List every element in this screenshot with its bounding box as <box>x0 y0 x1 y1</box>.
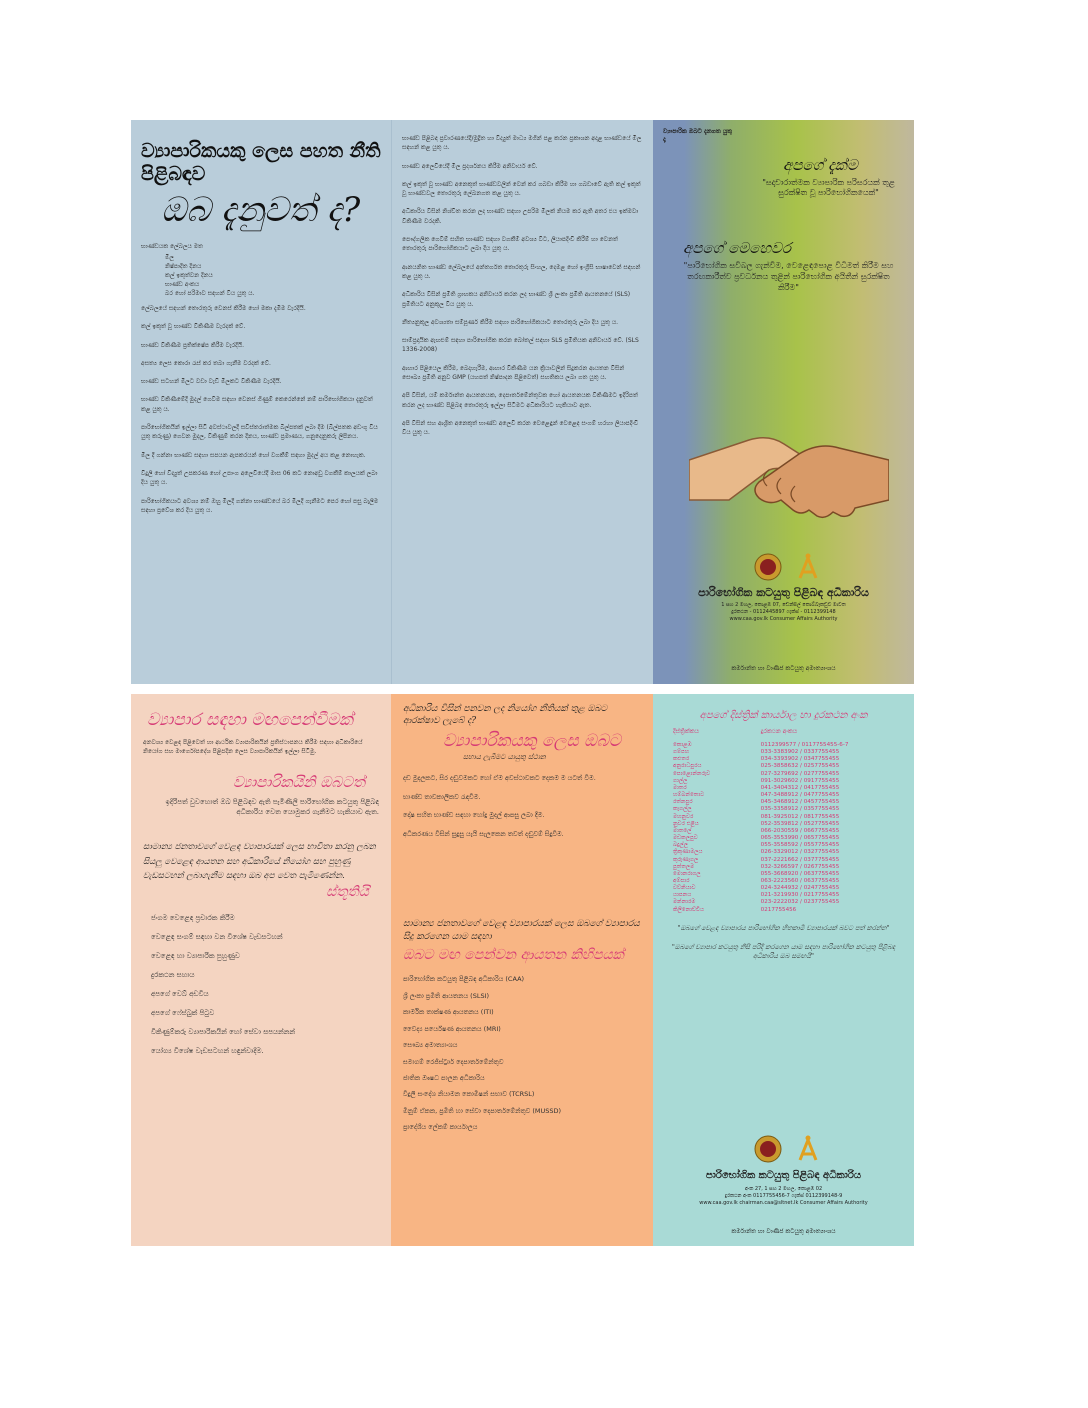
district-phone: 063-2223560 / 0637755455 <box>760 877 840 884</box>
mission-text: "පාරිභෝගික සවිබල ගැන්වීම, වෙළෙඳපොළ විධිමත් කිරීම සහ තරඟකාරීත්ව ප්‍රවර්ධනය තුළින් පාරිභෝගික අයිතීන් සුරක්ෂිත කිරීම" <box>683 261 894 292</box>
institution-item: සෞඛ්‍ය අමාත්‍යාංශය <box>403 1041 458 1050</box>
district-phone: 055-3668920 / 0637755455 <box>760 870 840 877</box>
district-name: නුවර එළිය <box>673 820 699 827</box>
district-name: වව්නියාව <box>673 885 696 892</box>
traders-heading: ව්‍යාපාරිකයිනි ඔබටත් <box>233 772 366 791</box>
district-name: පුත්තලම <box>673 863 695 870</box>
table-row <box>665 814 902 821</box>
law-paragraph: ලේබලයේ සඳහන් තොරතුරු වෙනස් කිරීම හෝ මකා දැමීම වැරදියි. <box>141 304 306 312</box>
table-row <box>665 806 902 813</box>
org-phone: දුරකථන අංක 0117755456-7 ෆැක්ස් 0112399148-9 <box>724 1193 843 1199</box>
list-item: විකිණුම්කරු ව්‍යාපාරිකයින් හෝ සේවා සපයන්නන් <box>151 1028 296 1037</box>
government-emblem-and-logo <box>748 1134 828 1164</box>
laws-question-title: ඔබ දැනුවත් ද? <box>161 189 361 230</box>
district-name: කොළඹ <box>673 742 692 748</box>
laws-continued-panel <box>391 120 653 684</box>
law-paragraph: අසත්‍ය ලෙස කොරා රැස් කර තබා ගැනීම වරදක් වේ. <box>141 359 271 367</box>
district-phone: 081-3925012 / 0817755455 <box>760 813 840 820</box>
list-item: ජංගම වෙළෙඳ ප්‍රචාරක කිරීම <box>151 913 235 922</box>
list-item: යෝග්‍ය විශේෂ වැඩසටහන් හඳුන්වාදීම. <box>151 1047 264 1056</box>
district-name: කිලිනොච්චිය <box>673 906 705 913</box>
org-web: www.caa.gov.lk Consumer Affairs Authority <box>729 616 838 622</box>
law-paragraph: භාණ්ඩ විකිණීමේදී මුදල් ගෙවීම සඳහා වෙනස් ගිණුම් කෙරෙන්නේ නම් පාරිභෝගිකයා දැනුවත් කළ යුතු ය. <box>141 396 373 413</box>
list-item: භාණ්ඩ අංකය <box>165 280 200 288</box>
penalties-panel <box>391 694 653 1246</box>
org-contact-block <box>653 1186 914 1207</box>
district-phone: 045-3468912 / 0457755455 <box>760 799 840 806</box>
law-paragraph: කල් ඉකුත් වූ භාණ්ඩ අනෙකුත් භාණ්ඩවලින් වෙන් කර ගබඩා කිරීම හා ගබඩාවේ ඇති කල් ඉකුත් වූ භාණ්ඩවල තොරතුරු ලේඛනගත කළ යුතු ය. <box>402 180 641 198</box>
district-phone: 023-2222032 / 0237755455 <box>760 899 840 906</box>
law-paragraph: මිල දී ගන්නා භාණ්ඩ සඳහා සපයන ඇපකරයන් හෝ වගකීම් සඳහා මුදල් අය කළ නොහැක. <box>141 451 366 459</box>
penalty-item: භාණ්ඩ තාවකාලිකව රැඳවීම. <box>403 792 481 801</box>
institution-item: විදුලි සංදේශ නියාමන කොමිෂන් සභාව (TCRSL) <box>403 1090 535 1099</box>
government-emblem-and-logo <box>748 552 828 582</box>
column-header-district: දිස්ත්‍රික්කය <box>673 728 699 735</box>
table-row <box>665 828 902 835</box>
table-row <box>665 849 902 856</box>
label-requirements-list <box>165 253 381 298</box>
district-phone: 052-3539812 / 0527755455 <box>760 820 840 827</box>
penalty-item: අධිකරණය විසින් සුදුසු යැයි සැලකෙන තවත් දඬුවම් සිදුවීම. <box>403 829 564 838</box>
table-row <box>665 749 902 756</box>
org-address: අංක 27, 1 සහ 2 මහල, කොළඹ 02 <box>744 1186 823 1192</box>
list-item: බර හෝ පරිමාව සඳහන් විය යුතු ය. <box>165 289 255 297</box>
table-row <box>665 742 902 749</box>
law-paragraph: භාණ්ඩ අලෙවියේදී මිල ප්‍රදර්ශනය කිරීම අනිවාර්ය වේ. <box>402 162 538 170</box>
penalties-script-title: ව්‍යාපාරිකයකු ලෙස ඔබට <box>443 731 622 752</box>
district-phone: 035-3358912 / 0357755455 <box>760 806 840 813</box>
ministry-name: කර්මාන්ත හා වාණිජ කටයුතු අමාත්‍යාංශය <box>731 665 836 672</box>
table-row <box>665 885 902 892</box>
institution-item: කාර්මික තාක්ෂණ ආයතනය (ITI) <box>403 1008 494 1017</box>
list-item: වෙළෙඳ සංගම් සඳහා වන විශේෂ වැඩසටහන් <box>151 932 283 941</box>
district-phone: 026-3329012 / 0327755455 <box>760 849 840 856</box>
cover-small-heading: ව්‍යාපාරික ඔබට දැනගත යුතු දෑ <box>663 128 733 143</box>
district-name: කළුතර <box>673 756 690 763</box>
law-paragraph: අපි විසින්, යම් කර්මාන්ත ආයතනයක, දෙපාර්තමේන්තුවක හෝ ආයතනයක විකිණීමට ඉදිරිපත් කරන ලද භාණ්ඩ පිළිබඳ තොරතුරු ඉල්ලා සිටීමට අධිකාරියට හැකියාව ඇත. <box>402 392 638 409</box>
district-phone: 0112399577 / 0117755455-6-7 <box>760 742 849 748</box>
org-web: www.caa.gov.lk chairman.caa@sltnet.lk Consumer Affairs Authority <box>699 1200 868 1206</box>
table-header-row <box>665 727 902 742</box>
table-row <box>665 821 902 828</box>
guidance-panel <box>131 694 391 1246</box>
district-phone: 021-3219930 / 0217755455 <box>760 892 840 899</box>
list-item: නිෂ්පාදිත දිනය <box>165 262 202 270</box>
institution-item: සමාගම් රෙජිස්ට්‍රාර් දෙපාර්තමේන්තුව <box>403 1057 504 1066</box>
law-paragraph: භාණ්ඩ පිළිබඳ ප්‍රචාරණයේදී/මුද්‍රිත හා විද්‍යුත් මාධ්‍ය මගින් පළ කරන ප්‍රකාශන අදාළ භාණ්ඩයේ මිල සඳහන් කළ යුතු ය. <box>402 135 642 152</box>
institution-item: ජාතික ඖෂධ පාලන අධිකාරිය <box>403 1073 485 1082</box>
district-name: මොනරාගල <box>673 870 701 877</box>
column-header-phone: දුරකථන අංකය <box>760 728 798 735</box>
district-name: මන්නාරම <box>673 899 696 906</box>
table-row <box>665 799 902 806</box>
law-paragraph: භාණ්ඩ සටහන් මිලට වඩා වැඩි මිලකට විකිණීම වැරදියි. <box>141 378 282 386</box>
law-paragraph: අධිකාරිය විසින් ප්‍රමිති ග්‍රාහකය අනිවාර්ය කරන ලද භාණ්ඩ ශ්‍රී ලංකා ප්‍රමිති ආයතනයේ (SLS) ප්‍රමිතියට අනුකූල විය යුතු ය. <box>402 291 631 308</box>
penalties-subtitle: සහාය ලැබීමට යායුතු ස්ථාන <box>463 753 546 762</box>
district-phone: 037-2221662 / 0377755455 <box>760 856 840 863</box>
institutions-title: ඔබට මඟ පෙන්වන ආයතන කිහිපයක් <box>403 947 624 964</box>
district-phone: 024-3244932 / 0247755455 <box>760 885 840 892</box>
cover-panel <box>653 120 914 684</box>
district-phone: 0217755456 <box>760 906 797 913</box>
law-paragraph: නීත්‍යනුකූල අවශ්‍යතා සම්පූර්ණ කිරීම සඳහා පාරිභෝගිකයාට තොරතුරු ලබා දිය යුතු ය. <box>402 318 619 326</box>
table-row <box>665 835 902 842</box>
vision-title: අපගේ දැක්ම <box>783 155 858 174</box>
law-paragraph: පාරිභෝගිකයාට අවශ්‍ය නම් ඔහු මිලදී ගන්නා භාණ්ඩයේ බර මිලදී ගැනීමට පෙර හෝ පසු බැලීම සඳහා ප්‍රවේශ කර දිය යුතු ය. <box>141 497 379 514</box>
district-name: ගාල්ල <box>673 777 688 784</box>
table-row <box>665 878 902 885</box>
table-row <box>665 907 902 914</box>
penalties-question: අධිකාරිය විසින් පනවන ලද නියෝග නීතියක් තුළ ඔබට ආරක්ෂාව ලැබේ ද? <box>403 704 608 726</box>
institution-item: වෛද්‍ය පර්යේෂණ ආයතනය (MRI) <box>403 1024 501 1033</box>
table-row <box>665 899 902 906</box>
district-name: පොළොන්නරුව <box>673 770 711 777</box>
institution-item: ශ්‍රී ලංකා ප්‍රමිති ආයතනය (SLSI) <box>403 991 490 1000</box>
law-paragraph: කල් ඉකුත් වූ භාණ්ඩ විකිණීම වැරදක් වේ. <box>141 323 246 331</box>
list-item: දුරකථන සහාය <box>151 970 195 979</box>
law-paragraph: සාම්ප්‍රදායික ඇඟළුම් සඳහා පාරිභෝගික කරන බෝතල් සඳහා SLS ප්‍රමිතියක අනිවාර්ය වේ. (SLS 1336-2008) <box>402 337 639 354</box>
list-item: වෙළෙඳ හා ව්‍යාපාරික පුහුණුව <box>151 951 240 960</box>
district-name: මහනුවර <box>673 813 694 820</box>
district-phone: 025-3858632 / 0257755455 <box>760 763 840 770</box>
laws-title: ව්‍යාපාරිකයකු ලෙස පහත නීති පිළිබඳව <box>141 140 381 185</box>
law-paragraph: පාරිභෝගිකයින් ඉල්ලා සිටි අවස්ථාවලදී සවිස්තරාත්මක බිල්පතක් ලබා දීම (බිල්පතක අඩංගු විය යුතු කරුණු) ගෙවන මුදල, විකිණුම් කරන දිනය, භාණ්ඩ ප්‍රමාණය, ගනුදෙනුකරු ලිපිනය. <box>141 424 378 441</box>
institution-item: ප්‍රාදේශීය ලේකම් කාර්යාලය <box>403 1123 478 1132</box>
district-name: යාපනය <box>673 892 692 899</box>
leaflet-back-sheet <box>131 694 914 1246</box>
district-name: ගම්පහ <box>673 749 690 756</box>
thanks-text: ස්තූතියි <box>326 883 369 900</box>
mission-title: අපගේ මෙහෙවර <box>683 239 791 258</box>
district-name: ත්‍රිකුණාමලය <box>673 849 703 856</box>
org-phone: දුරකථන - 0112445897 ෆැක්ස් - 0112399148 <box>731 609 836 615</box>
district-phone: 047-3488912 / 0477755455 <box>760 792 840 799</box>
district-name: මාතර <box>673 784 687 791</box>
law-paragraph: පෞද්ගලික ගෙවීම් සහිත භාණ්ඩ සඳහා වගකීම් අවශ්‍ය විට, ලියාපදිංචි කිරීම් හා වෙනත් තොරතුරු පාරිභෝගිකයාට ලබා දිය යුතු ය. <box>402 236 618 253</box>
ministry-name: කර්මාන්ත හා වාණිජ කටයුතු අමාත්‍යාංශය <box>731 1228 836 1235</box>
district-name: කෑගල්ල <box>673 806 692 813</box>
vision-text: "සදාචාරාත්මක ව්‍යාපාරික පරිසරයක් තුළ සුරක්ෂිත වූ පාරිභෝගිකයෙක්" <box>762 177 895 198</box>
org-name: පාරිභෝගික කටයුතු පිළිබඳ අධිකාරිය <box>698 586 869 599</box>
guidance-title: ව්‍යාපාර සඳහා මඟපෙන්වීමක් <box>147 710 353 730</box>
list-item: අපගේ වෙබ් අඩවිය <box>151 989 209 998</box>
district-offices-table <box>665 727 902 914</box>
law-paragraph: විදුලි හෝ විද්‍යුත් උපකරණ හෝ උපාංග අලෙවියේදී මාස 06 කට නොඅඩු වගකීම් කාලයක් ලබා දිය යුතු ය. <box>141 469 378 487</box>
services-list <box>143 914 379 1057</box>
offices-table-body <box>665 742 902 914</box>
district-offices-panel <box>653 694 914 1246</box>
district-name: මඩකලපුව <box>673 835 698 842</box>
law-paragraph: අපි විසින් සහ ආශ්‍රිත අනෙකුත් භාණ්ඩ අලෙවි කරන වෙළෙඳුන් වෙළෙඳ සංගම් හරහා ලියාපදිංචි විය යුතු ය. <box>402 419 639 437</box>
district-phone: 066-2030559 / 0667755455 <box>760 827 840 834</box>
slogan-1: "ඔබගේ වෙළඳ ව්‍යාපාරය පාරිභෝගික හිතකාමී ව්‍යාපාරයක් බවට පත් කරන්න" <box>677 923 890 932</box>
list-item: අපගේ ෆේස්බුක් පිටුව <box>151 1009 215 1018</box>
offices-title: අපගේ දිස්ත්‍රික් කාර්යාල හා දුරකථන අංක <box>699 710 868 721</box>
support-paragraph: සාමාන්‍ය ජනතාවගේ වෙළඳ ව්‍යාපාරයක් ලෙස භාවිතා කරනු ලබන සියලු වෙළෙඳ ආයතන සහ අධිකාරියේ නියෝග සහ පුහුණු වැඩසටහන් ලබාගැනීම සඳහා ඔබ අප වෙත පැමිණෙන්න. <box>143 842 376 882</box>
label-list-heading: භාණ්ඩයක ලේබලය මත <box>141 242 203 250</box>
law-paragraph: ආහාර පිළියෙල කිරීම, බෙදාහැරීම, ආහාර විකිණීම යන ක්‍රියාවලීන් සිදුකරන ආයතන විසින් සෞඛ්‍ය ප්‍රමිති අනුව GMP (යහපත් නිෂ්පාදන පිළිවෙත්) සහතිකය ලබා ගත යුතු ය. <box>402 364 625 382</box>
law-paragraph: භාණ්ඩ විකිණීම ප්‍රතික්ෂේප කිරීම වැරදියි. <box>141 341 245 349</box>
table-row <box>665 871 902 878</box>
district-name: අනුරාධපුරය <box>673 763 702 770</box>
district-phone: 034-3393902 / 0347755455 <box>760 756 840 763</box>
table-row <box>665 778 902 785</box>
district-phone: 091-3029602 / 0917755455 <box>760 777 840 784</box>
district-name: අම්පාර <box>673 877 690 884</box>
org-name: පාරිභෝගික කටයුතු පිළිබඳ අධිකාරිය <box>705 1170 862 1181</box>
district-phone: 065-3553990 / 0657755455 <box>760 835 840 842</box>
leaflet-front-sheet <box>131 120 914 684</box>
district-name: මාතලේ <box>673 827 692 834</box>
table-row <box>665 763 902 770</box>
law-paragraph: ආනයනිත භාණ්ඩ ලේබලයේ අන්තර්ගත තොරතුරු සිංහල, දෙමළ හෝ ඉංග්‍රීසි භාෂාවෙන් සඳහන් කළ යුතු ය. <box>402 263 641 280</box>
org-contact-block <box>653 602 914 623</box>
institution-item: මිනුම් ඒකක, ප්‍රමිති හා සේවා දෙපාර්තමේන්තුව (MUSSD) <box>403 1106 562 1115</box>
district-phone: 041-3404312 / 0417755455 <box>760 784 840 791</box>
table-row <box>665 857 902 864</box>
law-paragraph: අධිකාරිය විසින් නිශ්චිත කරන ලද භාණ්ඩ සඳහා උපරිම මිලක් නියම කර ඇති අතර එය ඉක්මවා විකිණීම වරදකි. <box>402 208 639 225</box>
district-name: රත්නපුර <box>673 799 693 806</box>
district-phone: 027-3279692 / 0277755455 <box>760 770 840 777</box>
traders-text: ඉදිරිපත් වුවහොත් ඔබ පිළිබඳව ඇති පැමිණිලි පාරිභෝගික කටයුතු පිළිබඳ අධිකාරිය වෙත යොමුකර ගැනීමට හැකියාව ඇත. <box>165 797 379 817</box>
penalty-item: දෝෂ සහිත භාණ්ඩ සඳහා හෝදු මුදල් ආපසු ලබා දීම. <box>403 811 545 820</box>
list-item: මිල <box>165 253 174 261</box>
district-name: බදුල්ල <box>673 842 689 849</box>
table-row <box>665 792 902 799</box>
laws-panel <box>131 120 391 684</box>
handshake-illustration <box>689 420 889 540</box>
guidance-intro: අනවශ්‍ය වෙළඳ පිළිවෙත් හා ආර්ථික ව්‍යාපාරිකයින් ප්‍රතිස්ථාපනය කිරීම සඳහා අධිකාරියේ නියෝග සහ මාර්ගෝපදේශ පිළිපදින ලෙස ව්‍යාපාරිකයින් ඉල්ලා සිටිමු. <box>143 739 363 756</box>
table-row <box>665 771 902 778</box>
district-name: කුරුණෑගල <box>673 856 699 863</box>
institution-item: පාරිභෝගික කටයුතු පිළිබඳ අධිකාරිය (CAA) <box>403 975 525 984</box>
institutions-intro: සාමාන්‍ය ජනතාවගේ වෙළඳ ව්‍යාපාරයක් ලෙස ඔබගේ ව්‍යාපාරය සිදු කරගෙන යාම සඳහා <box>403 919 640 942</box>
list-item: කල් ඉකුත්වන දිනය <box>165 271 213 279</box>
district-phone: 032-3266597 / 0267755455 <box>760 863 840 870</box>
district-phone: 033-3383902 / 0337755455 <box>760 749 840 756</box>
slogan-2: "ඔබගේ ව්‍යාපාර කටයුතු නිසි පරිදි කරගෙන යාම සඳහා පාරිභෝගික කටයුතු පිළිබඳ අධිකාරිය ඔබ සමඟයි" <box>671 942 896 960</box>
table-row <box>665 892 902 899</box>
district-phone: 055-3558592 / 0557755455 <box>760 842 840 849</box>
penalty-item: දඩ මුදලකට, සිර දඬුවමකට හෝ ඒම අවස්ථාවකට දෙකම ම යටත් වීම. <box>403 774 596 783</box>
table-row <box>665 864 902 871</box>
org-address: 1 සහ 2 මහල, කොළඹ 07, ඩෙන්සිල් කොබ්බෑකඩුව මාවත <box>721 602 846 608</box>
district-name: හම්බන්තොට <box>673 792 705 799</box>
